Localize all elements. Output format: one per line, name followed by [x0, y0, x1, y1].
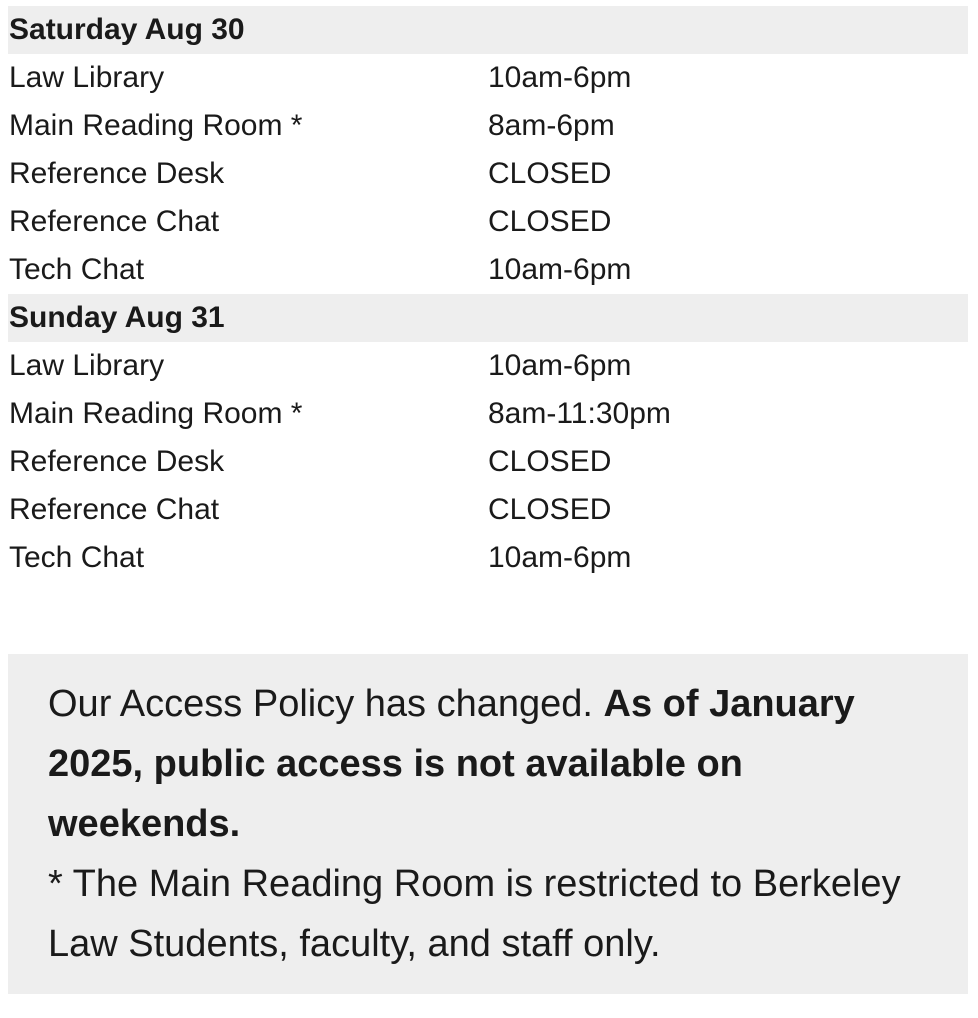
table-row: [8, 438, 968, 486]
hours-table: [8, 6, 968, 582]
day-header: Sunday Aug 31: [8, 294, 968, 342]
policy-bold-text: As of January 2025, public access is not available on weekends.: [48, 683, 855, 845]
table-row: [8, 150, 968, 198]
location-name: Reference Chat: [9, 493, 220, 526]
location-hours: 10am-6pm: [488, 349, 632, 382]
location-name: Tech Chat: [9, 541, 145, 574]
day-header: Saturday Aug 30: [8, 6, 968, 54]
location-name: Law Library: [9, 349, 165, 382]
access-policy-notice: [8, 654, 968, 994]
location-hours: 8am-11:30pm: [488, 397, 671, 430]
location-hours: 10am-6pm: [488, 253, 632, 286]
location-name: Main Reading Room *: [9, 109, 303, 142]
table-row: [8, 198, 968, 246]
location-hours: CLOSED: [488, 205, 612, 238]
location-hours: 10am-6pm: [488, 61, 632, 94]
table-row: [8, 54, 968, 102]
footnote-text: * The Main Reading Room is restricted to Berkeley Law Students, faculty, and staff only.: [48, 863, 901, 965]
policy-intro-text: Our Access Policy has changed.: [48, 683, 604, 725]
location-name: Tech Chat: [9, 253, 145, 286]
table-row: [8, 342, 968, 390]
location-name: Main Reading Room *: [9, 397, 303, 430]
table-row: [8, 534, 968, 582]
location-name: Law Library: [9, 61, 165, 94]
location-hours: 8am-6pm: [488, 109, 615, 142]
table-row: [8, 390, 968, 438]
location-hours: 10am-6pm: [488, 541, 632, 574]
location-name: Reference Desk: [9, 445, 225, 478]
table-row: [8, 486, 968, 534]
location-hours: CLOSED: [488, 445, 612, 478]
location-name: Reference Chat: [9, 205, 220, 238]
location-hours: CLOSED: [488, 157, 612, 190]
table-row: [8, 102, 968, 150]
location-hours: CLOSED: [488, 493, 612, 526]
table-row: [8, 246, 968, 294]
location-name: Reference Desk: [9, 157, 225, 190]
policy-paragraph: [48, 674, 928, 854]
